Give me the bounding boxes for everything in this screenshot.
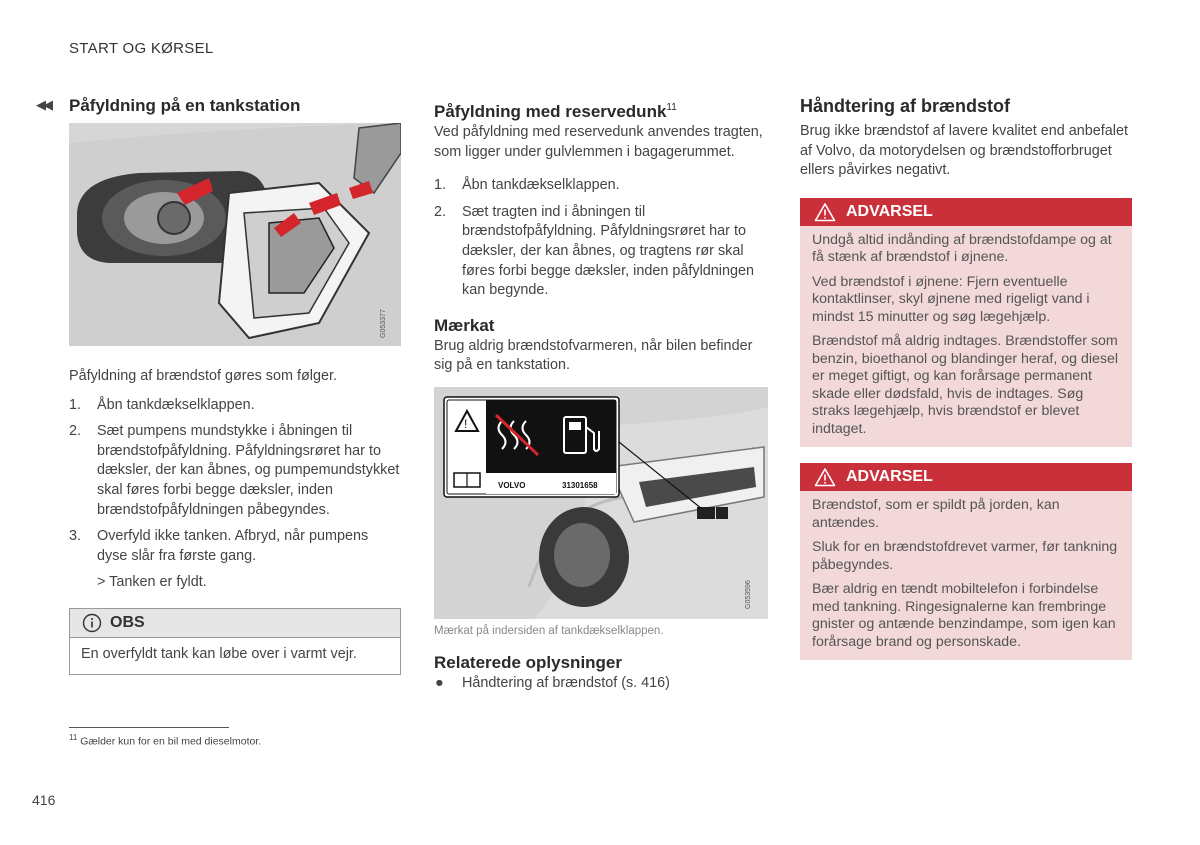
intro-text: Brug ikke brændstof af lavere kvalitet end anbefalet af Volvo, da motorydelsen og brændstofforbruget ellers påvirkes negativt. bbox=[800, 123, 1128, 179]
warning-triangle-icon bbox=[814, 202, 836, 222]
sticker-drawing bbox=[434, 387, 768, 619]
section-title: Påfyldning med reservedunk$^{11}$ bbox=[434, 102, 677, 121]
footnote-text: Gælder kun for en bil med dieselmotor. bbox=[80, 735, 262, 748]
warning-header bbox=[800, 198, 1132, 226]
footnote-ref[interactable]: 11 bbox=[666, 102, 677, 113]
sticker-illustration bbox=[434, 387, 768, 619]
obs-header bbox=[70, 609, 400, 638]
list-item: 1. Åbn tankdækselklappen. bbox=[434, 177, 620, 194]
sticker-code: 31301658 bbox=[562, 480, 598, 490]
warning-text: Sluk for en brændstofdrevet varmer, før tankning påbegyndes. bbox=[812, 539, 1118, 573]
warning-label: ADVARSEL bbox=[846, 468, 933, 486]
info-icon bbox=[82, 613, 102, 633]
fuel-filler-drawing bbox=[69, 123, 401, 346]
obs-text: En overfyldt tank kan løbe over i varmt vejr. bbox=[81, 645, 357, 662]
page-number: 416 bbox=[32, 792, 56, 808]
obs-label: OBS bbox=[110, 613, 145, 631]
sticker-brand: VOLVO bbox=[498, 480, 526, 490]
image-code: G053596 bbox=[745, 580, 752, 609]
warning-text: Ved brændstof i øjnene: Fjern eventuelle kontaktlinser, skyl øjnene med rigeligt vand i mindst 15 minutter og søg lægehjælp. bbox=[812, 273, 1090, 325]
warning-text: Brændstof må aldrig indtages. Brændstoffer som benzin, bioethanol og blandinger heraf, og diesel er meget giftigt, og kan forårsage permanent skade eller dødsfald, hvis de indtages. Søg straks lægehjælp, hvis brændstof er blevet indtaget. bbox=[812, 333, 1119, 437]
warning-box-2 bbox=[800, 463, 1132, 660]
list-item: 3. Overfyld ikke tanken. Afbryd, når pumpens dyse slår fra første gang. bbox=[69, 528, 369, 564]
intro-text: Ved påfyldning med reservedunk anvendes tragten, som ligger under gulvlemmen i bagagerummet. bbox=[434, 124, 763, 160]
subsection-title-related: Relaterede oplysninger bbox=[434, 652, 623, 672]
marking-text: Brug aldrig brændstofvarmeren, når bilen befinder sig på en tankstation. bbox=[434, 337, 753, 374]
footnote bbox=[69, 733, 261, 748]
column-fuel-handling bbox=[800, 95, 1132, 660]
list-item: 2. Sæt tragten ind i åbningen til brændstofpåfyldning. Påfyldningsrøret har to dæksler, der kan åbnes, og tragtens rør skal føres forbi begge dæksler, inden påfyldningen kan begynde. bbox=[434, 203, 754, 299]
svg-text:!: ! bbox=[464, 416, 468, 431]
list-item: 1. Åbn tankdækselklappen. bbox=[69, 396, 255, 413]
warning-triangle-icon bbox=[814, 467, 836, 487]
subsection-title-marking: Mærkat bbox=[434, 315, 495, 335]
warning-label: ADVARSEL bbox=[846, 202, 933, 220]
image-code: G053377 bbox=[380, 309, 387, 338]
back-chevron-icon[interactable]: ◀◀ bbox=[36, 97, 50, 112]
warning-text: Brændstof, som er spildt på jorden, kan antændes. bbox=[812, 497, 1060, 531]
step-result: > Tanken er fyldt. bbox=[97, 574, 207, 591]
footnote-number: 11 bbox=[69, 733, 78, 742]
steps-list bbox=[434, 176, 768, 301]
warning-box-1 bbox=[800, 198, 1132, 448]
related-link[interactable]: ● Håndtering af brændstof (s. 416) bbox=[435, 674, 670, 691]
section-title: Håndtering af brændstof bbox=[800, 96, 1010, 116]
column-reserve-can bbox=[434, 95, 768, 694]
obs-note-box bbox=[69, 608, 401, 675]
column-refueling-station bbox=[69, 95, 401, 675]
footnote-divider bbox=[69, 727, 229, 728]
fuel-filler-illustration bbox=[69, 123, 401, 346]
warning-text: Undgå altid indånding af brændstofdampe og at få stænk af brændstof i øjnene. bbox=[812, 231, 1112, 266]
running-header: START OG KØRSEL bbox=[69, 40, 214, 57]
intro-text: Påfyldning af brændstof gøres som følger. bbox=[69, 368, 337, 384]
warning-header bbox=[800, 463, 1132, 491]
section-title: Påfyldning på en tankstation bbox=[69, 96, 301, 115]
image-caption: Mærkat på indersiden af tankdækselklappen. bbox=[434, 624, 664, 637]
warning-text: Bær aldrig en tændt mobiltelefon i forbindelse med tankning. Ringesignalerne kan frembringe gnister og antænde benzindampe, som igen kan forårsage brand og personskade. bbox=[812, 581, 1116, 650]
list-item: 2. Sæt pumpens mundstykke i åbningen til brændstofpåfyldning. Påfyldningsrøret har to dæksler, der kan åbnes, og pumpemundstykket skal føres forbi begge dæksler, inden brændstofpåfyldningen påbegyndes. bbox=[69, 423, 400, 518]
steps-list bbox=[69, 396, 401, 567]
